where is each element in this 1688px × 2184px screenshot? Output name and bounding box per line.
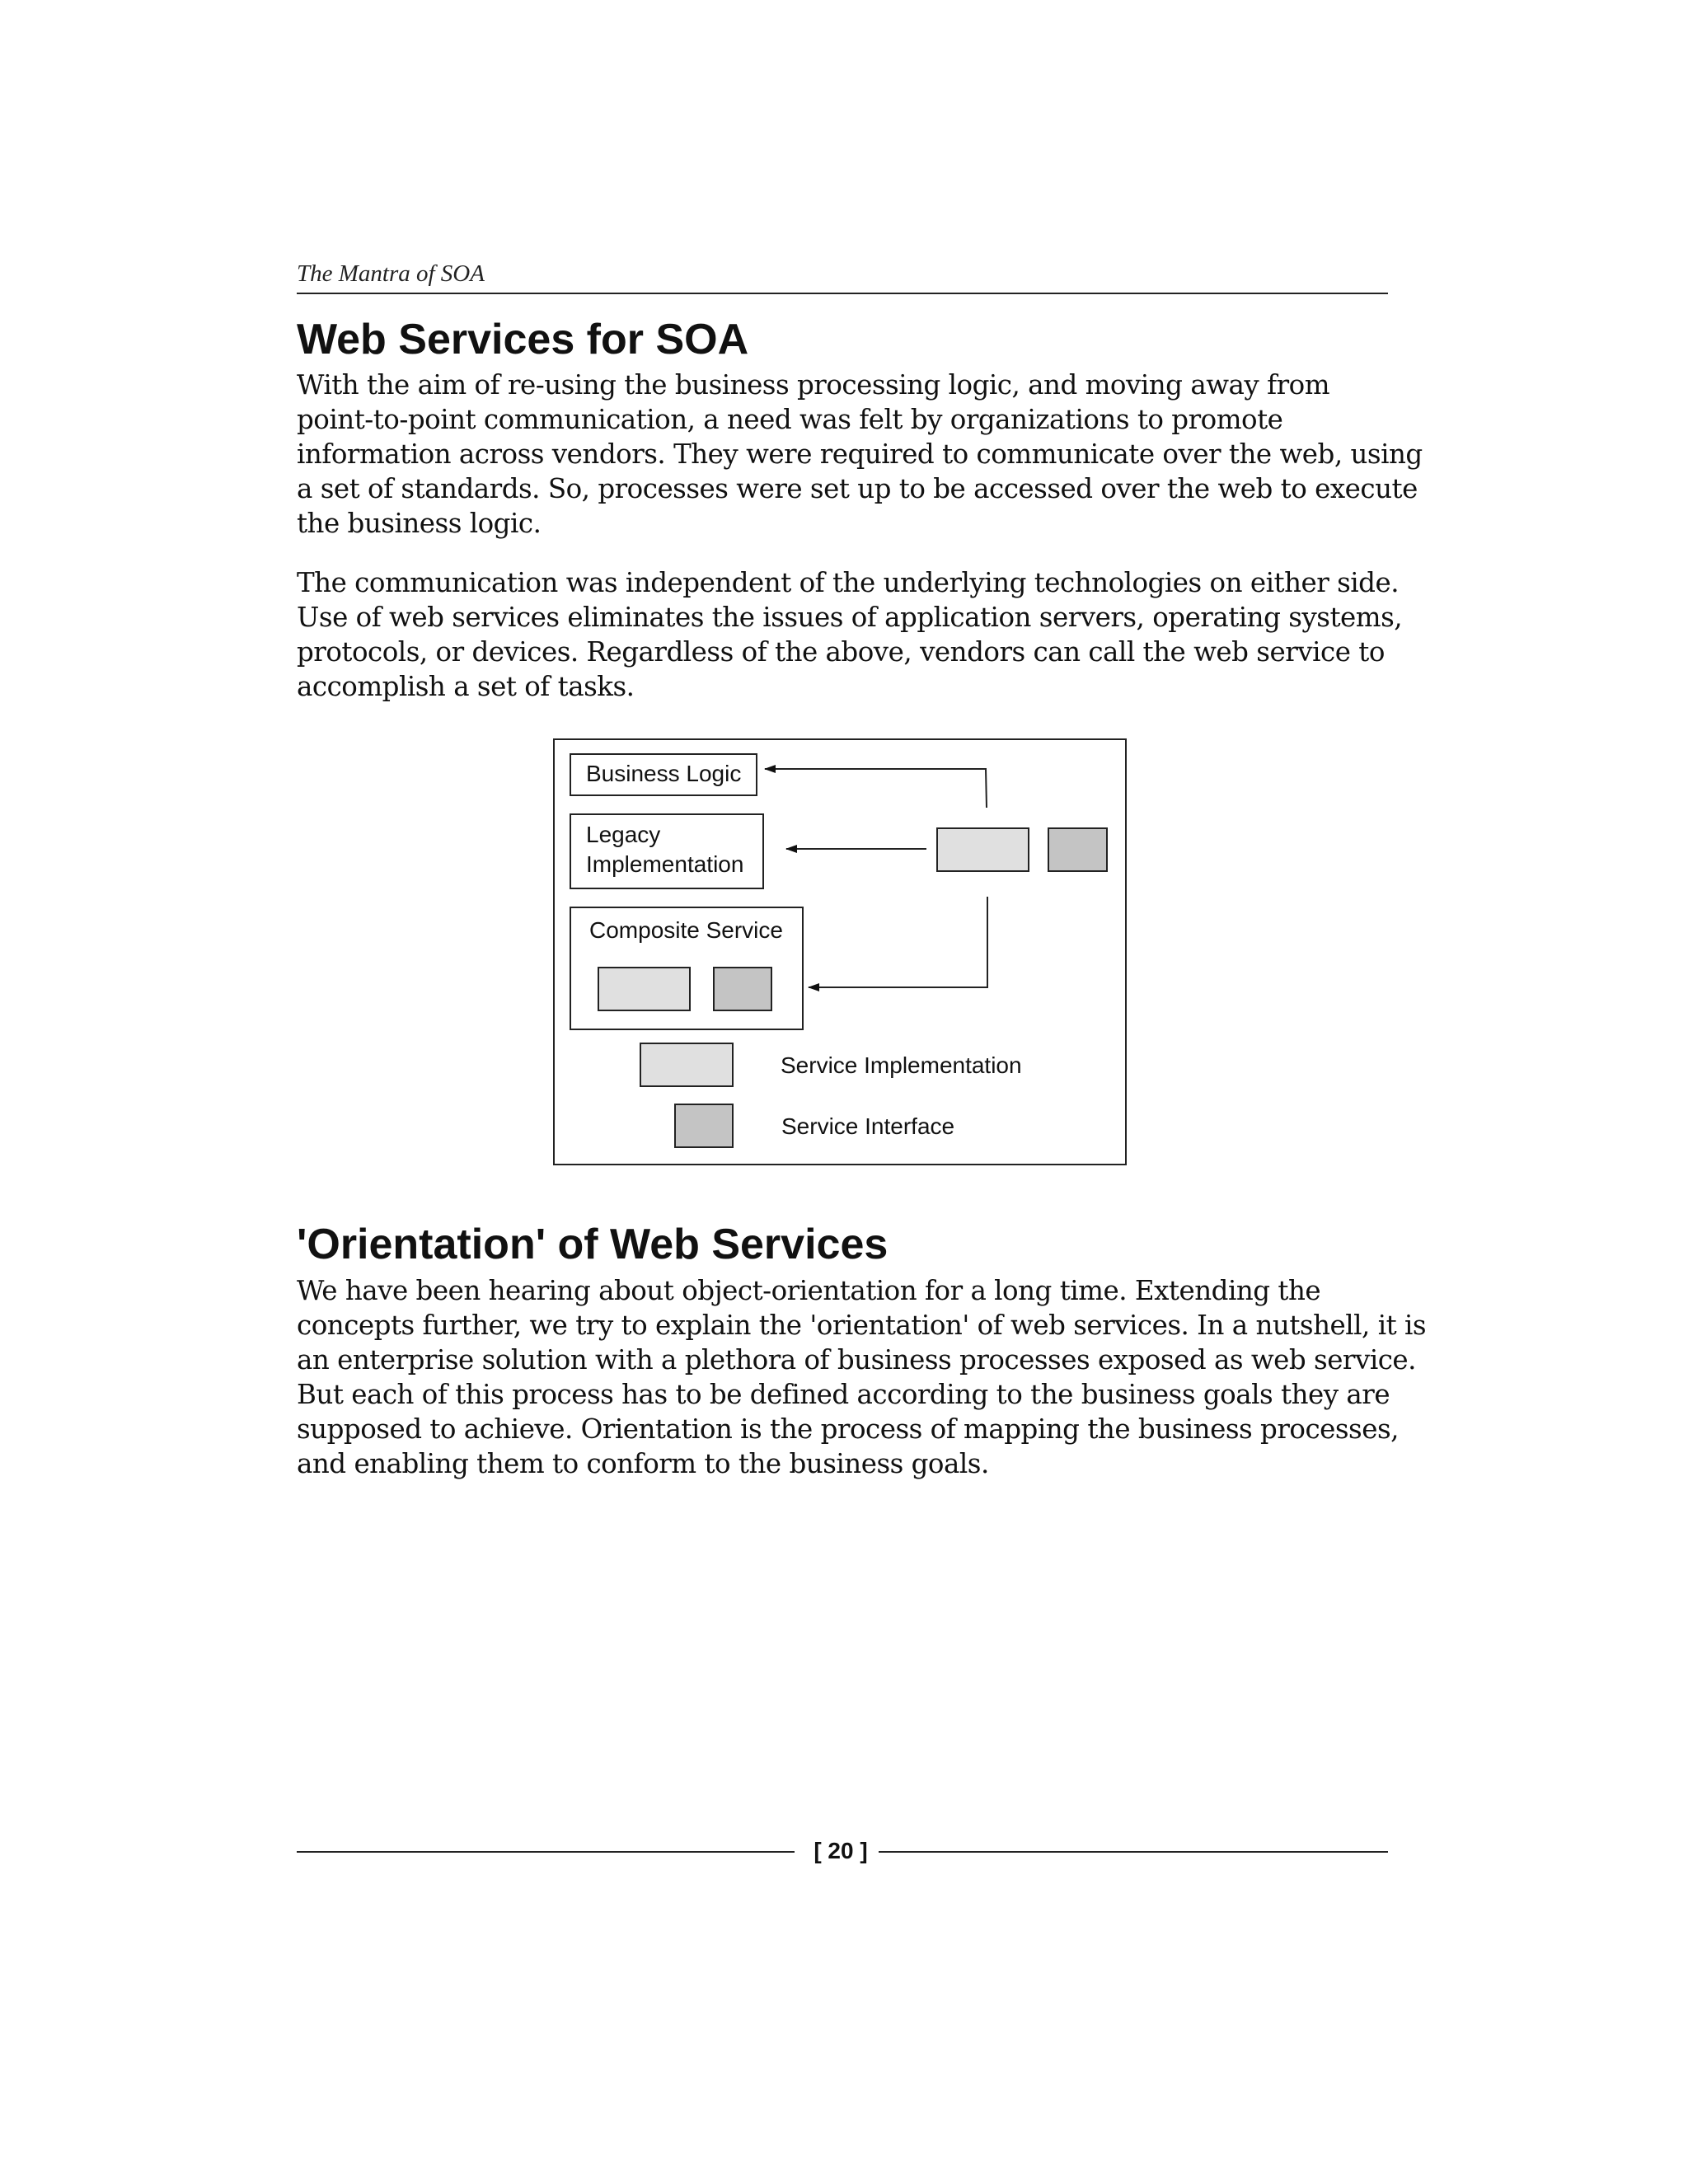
composite-implementation-rect <box>598 968 690 1010</box>
arrow-to-business-logic <box>765 769 987 808</box>
text-line: With the aim of re-using the business processing logic, and moving away from <box>297 369 1330 401</box>
composite-interface-rect <box>714 968 771 1010</box>
footer-rule-left <box>297 1851 795 1853</box>
text-line: But each of this process has to be defined according to the business goals they are <box>297 1379 1390 1410</box>
text-line: and enabling them to conform to the business goals. <box>297 1448 989 1479</box>
service-interface-rect <box>1048 828 1107 871</box>
text-line: Use of web services eliminates the issues of application servers, operating systems, <box>297 602 1403 633</box>
text-line: point-to-point communication, a need was felt by organizations to promote <box>297 404 1283 435</box>
legacy-label-line1: Legacy <box>586 822 661 847</box>
text-line: the business logic. <box>297 508 542 539</box>
text-line: accomplish a set of tasks. <box>297 671 635 702</box>
legacy-label-line2: Implementation <box>586 851 744 877</box>
section-heading-web-services: Web Services for SOA <box>297 316 749 363</box>
legend-interface-label: Service Interface <box>781 1113 955 1139</box>
legend-implementation-swatch <box>640 1043 733 1086</box>
text-line: an enterprise solution with a plethora of business processes exposed as web service. <box>297 1344 1416 1376</box>
text-line: protocols, or devices. Regardless of the above, vendors can call the web service to <box>297 636 1385 668</box>
legend-interface-swatch <box>675 1104 733 1147</box>
running-head: The Mantra of SOA <box>297 260 485 287</box>
business-logic-label: Business Logic <box>586 761 742 786</box>
text-line: concepts further, we try to explain the 'orientation' of web services. In a nutshell, it is <box>297 1310 1427 1341</box>
text-line: supposed to achieve. Orientation is the process of mapping the business processes, <box>297 1413 1399 1445</box>
paragraph-orientation <box>297 1273 1427 1481</box>
legend-implementation-label: Service Implementation <box>781 1052 1022 1078</box>
section-heading-orientation: 'Orientation' of Web Services <box>297 1221 889 1268</box>
arrow-to-composite <box>809 897 987 987</box>
text-line: information across vendors. They were required to communicate over the web, using <box>297 438 1423 470</box>
composite-service-label: Composite Service <box>589 917 783 943</box>
text-line: a set of standards. So, processes were set up to be accessed over the web to execute <box>297 473 1418 504</box>
footer-rule-right <box>879 1851 1388 1853</box>
text-line: We have been hearing about object-orientation for a long time. Extending the <box>297 1275 1321 1306</box>
page-number: [ 20 ] <box>814 1838 868 1863</box>
service-implementation-rect <box>937 828 1029 871</box>
text-line: The communication was independent of the underlying technologies on either side. <box>297 567 1400 598</box>
